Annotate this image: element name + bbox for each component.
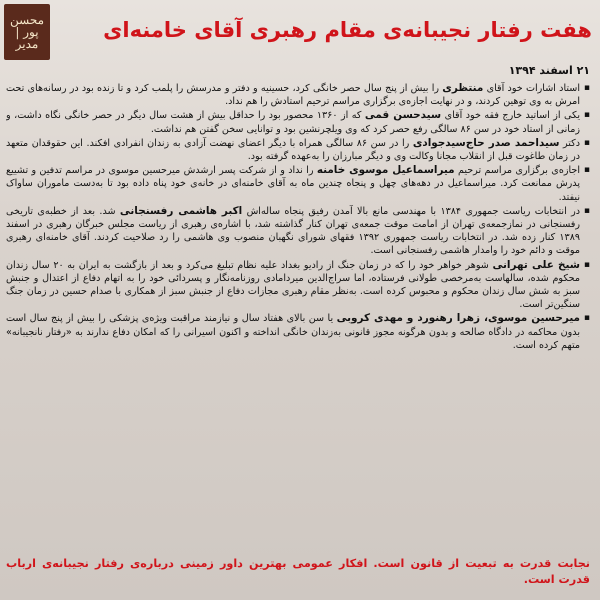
paragraph-text: که از ۱۳۶۰ محصور بود را حداقل بیش از هشت سال دیگر در حصر خانگی نگاه داشت، و زمانی از استاد خود در سن ۸۶ سالگی رفع حصر کرد که وی ویلچرنشین بود و توانایی سخن گفتن هم نداشت. (6, 110, 580, 135)
paragraph-text: را در سن ۸۶ سالگی همراه با دیگر اعضای نهضت آزادی به زندان انفرادی افکند. این حقوقدان متعهد در زمان طاغوت قبل از انقلاب مجانا وکالت وی و دیگر مبارزان را به‌عهده گرفته بود. (6, 137, 580, 163)
highlighted-name: اکبر هاشمی رفسنجانی (119, 204, 243, 217)
paragraph-4 (6, 164, 590, 204)
highlighted-name: سیداحمد صدر حاج‌سیدجوادی (412, 136, 560, 149)
paragraph-text: در انتخابات ریاست جمهوری ۱۳۸۴ با مهندسی مانع بالا آمدن رفیق پنجاه ساله‌اش (242, 205, 580, 217)
highlighted-name: سیدحسن قمی (364, 109, 442, 122)
paragraph-1 (6, 82, 590, 108)
highlighted-name: میراسماعیل موسوی خامنه (316, 164, 455, 177)
date-label: ۲۱ اسفند ۱۳۹۴ (508, 64, 590, 77)
paragraph-5 (6, 205, 590, 258)
author-logo (4, 4, 50, 60)
paragraph-3 (6, 137, 590, 163)
paragraph-text: یکی از اساتید خارج فقه خود آقای (441, 110, 580, 122)
paragraph-2 (6, 109, 590, 135)
highlighted-name: میرحسین موسوی، زهرا رهنورد و مهدی کروبی (336, 312, 580, 325)
paragraph-7 (6, 312, 590, 352)
paragraph-text: یا سن بالای هفتاد سال و نیازمند مراقبت ویژه‌ی پزشکی را بیش از پنج سال است بدون محاکمه در دادگاه صالحه و بدون هرگونه مجوز قانونی به‌زندان خانگی انداخته و اکنون اسیرانی را که امکان دفاع ندارند به «رفتار نانجیبانه» متهم کرده است. (6, 313, 580, 351)
paragraph-text: اجازه‌ی برگزاری مراسم ترحیم (454, 165, 580, 177)
highlighted-name: منتظری (442, 82, 484, 94)
paragraph-text: را بیش از پنج سال حصر خانگی کرد، حسینیه و دفتر و مدرسش را پلمب کرد و تا زنده بود در رسانه‌های تحت امرش به وی توهین کردند، و در نهایت اجازه‌ی برگزاری مراسم ترحیم استادش را هم نداد. (6, 83, 580, 108)
paragraph-text: را نداد و از شرکت پسر ارشدش میرحسین موسوی در مراسم تدفین و تشییع پدرش ممانعت کرد. میراسماعیل در دهه‌های چهل و پنجاه چندین ماه به آقای خامنه‌ای در خانه‌ی خود پناه داده بود تا به‌دست ماموران ساواک نیفتد. (6, 165, 580, 203)
paragraph-text: استاد اشارات خود آقای (483, 83, 580, 94)
article-body (6, 82, 590, 557)
paragraph-text: دکتر (559, 137, 581, 149)
paragraph-text: شد. بعد از خطبه‌ی تاریخی رفسنجانی در نمازجمعه‌ی تهران از امامت موقت جمعه‌ی تهران کنار گذاشته شد، با اشاره‌ی رهبری از ریاست مجلس خبرگان رهبری در اسفند ۱۳۸۹ کنار زده شد. در انتخابات ریاست جمهوری ۱۳۹۲ فقهای شورای نگهبان منصوب وی هاشمی را رد صلاحیت کردند. آقای خامنه‌ای رهبری موقت و دائم خود را وامدار هاشمی رفسنجانی است. (6, 205, 581, 257)
paragraph-6 (6, 259, 590, 312)
conclusion-text: نجابت قدرت به تبعیت از قانون است. افکار عمومی بهترین داور زمینی درباره‌ی رفتار نجیبانه‌ی ارباب قدرت است. (6, 557, 590, 586)
highlighted-name: شیخ علی تهرانی (492, 258, 580, 271)
logo-text: محسن پور | مدیر (9, 13, 44, 51)
paragraph-text: شوهر خواهر خود را که در زمان جنگ از رادیو بغداد علیه نظام تبلیغ می‌کرد و بعد از بازگشت به ایران به ۲۰ سال زندان محکوم شده، سالهاست به‌مرخصی طولانی فرستاده، اما سراج‌الدین میردامادی روزنامه‌نگار و پسردائی خود را به اتهام دفاع از اعتدال و جنبش سبز به شش سال زندان محکوم و محبوس کرده است. به‌نظر مقام رهبری مجازات دفاع از جنبش سبز از همکاری با صدام حسین در زمان جنگ سنگین‌تر است. (6, 259, 580, 311)
page-title: هفت رفتار نجیبانه‌ی مقام رهبری آقای خامنه‌ای (103, 18, 592, 42)
